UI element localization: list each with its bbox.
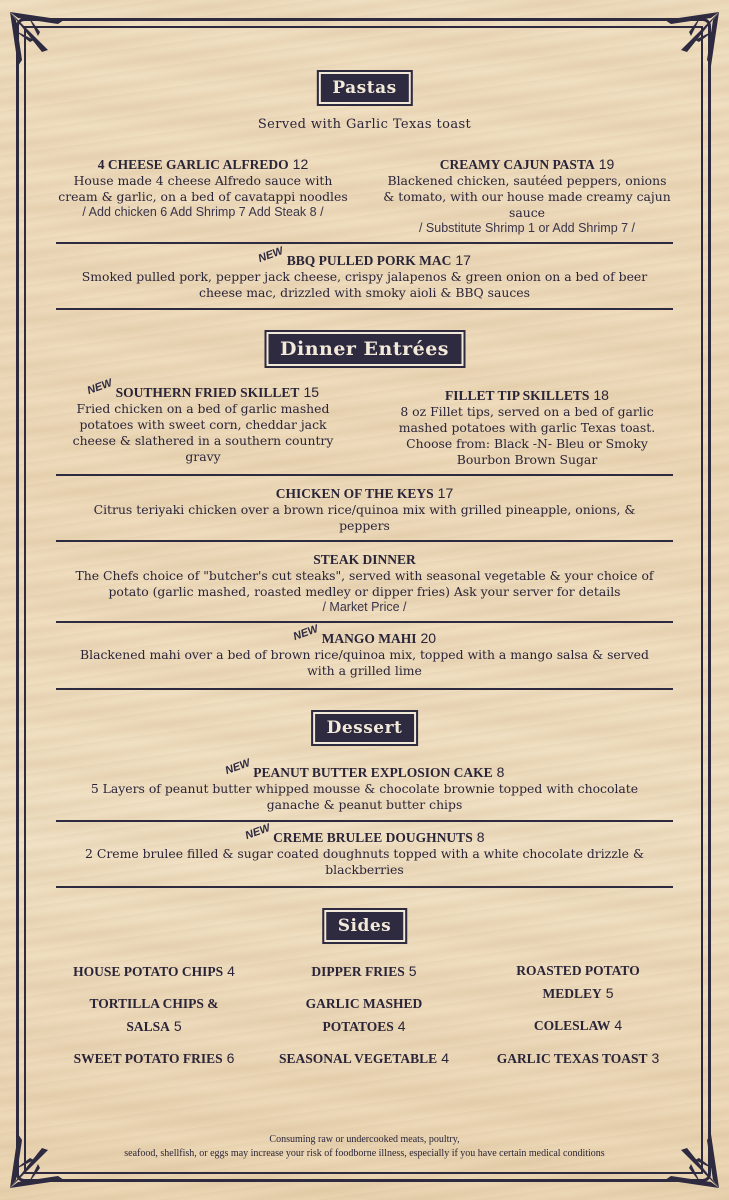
notice-line-2: seafood, shellfish, or eggs may increase your risk of foodborne illness, especially if you have certain medical conditions (124, 1148, 605, 1159)
item-description: Fried chicken on a bed of garlic mashed potatoes with sweet corn, cheddar jack cheese & slathered in a southern country gravy (72, 401, 334, 464)
side-price: 4 (227, 963, 235, 979)
side-price: 4 (441, 1050, 449, 1066)
divider (56, 820, 673, 822)
side-name: SWEET POTATO FRIES (73, 1051, 223, 1066)
divider (56, 621, 673, 623)
side-price: 5 (605, 985, 614, 1001)
new-badge: NEW (291, 622, 320, 644)
side-item (54, 1047, 254, 1070)
side-item (264, 1047, 464, 1070)
item-description: Blackened chicken, sautéed peppers, onions & tomato, with our house made creamy cajun sauce (383, 173, 671, 220)
item-description: Citrus teriyaki chicken over a brown rice/quinoa mix with grilled pineapple, onions, & peppers (93, 502, 636, 533)
item-price: 17 (437, 485, 454, 501)
menu-item-cajun-pasta (382, 154, 672, 235)
corner-ornament-icon (663, 10, 721, 68)
item-price: 19 (598, 156, 615, 172)
side-name: DIPPER FRIES (311, 964, 405, 979)
entrees-heading: Dinner Entrées (266, 332, 463, 366)
item-description: 5 Layers of peanut butter whipped mousse & chocolate brownie topped with chocolate ganache & peanut butter chips (90, 781, 639, 812)
item-description: House made 4 cheese Alfredo sauce with cream & garlic, on a bed of cavatappi noodles (58, 173, 348, 204)
item-price: 15 (303, 384, 320, 400)
item-name: FILLET TIP SKILLETS (445, 388, 590, 403)
side-price: 6 (226, 1050, 235, 1066)
divider (56, 688, 673, 690)
side-item (54, 993, 254, 1038)
item-name: MANGO MAHI (321, 631, 417, 646)
side-price: 4 (614, 1017, 623, 1033)
side-name-line2: POTATOES (322, 1019, 394, 1034)
menu-item-chicken-keys (56, 483, 673, 534)
side-name: COLESLAW (533, 1018, 611, 1033)
side-price: 5 (173, 1018, 182, 1034)
item-name: 4 CHEESE GARLIC ALFREDO (97, 157, 289, 172)
item-addons: / Substitute Shrimp 1 or Add Shrimp 7 / (418, 221, 636, 235)
side-item (54, 960, 254, 983)
menu-item-pb-cake (56, 756, 673, 813)
item-addons: / Market Price / (322, 600, 407, 614)
side-name-line2: SALSA (126, 1019, 170, 1034)
item-price: 20 (420, 630, 437, 646)
item-name: STEAK DINNER (313, 552, 416, 567)
item-name: PEANUT BUTTER EXPLOSION CAKE (253, 765, 493, 780)
side-item (264, 993, 464, 1038)
menu-item-bbq-mac (56, 244, 673, 301)
new-badge: NEW (223, 756, 252, 778)
item-description: Blackened mahi over a bed of brown rice/quinoa mix, topped with a mango salsa & served with a grilled lime (80, 647, 649, 678)
notice-line-1: Consuming raw or undercooked meats, poultry, (269, 1134, 460, 1145)
divider (56, 540, 673, 542)
item-price: 8 (496, 764, 505, 780)
new-badge: NEW (256, 244, 285, 266)
side-price: 5 (408, 963, 417, 979)
side-name: GARLIC TEXAS TOAST (496, 1051, 648, 1066)
side-name: GARLIC MASHED (305, 996, 423, 1011)
menu-item-mango-mahi (56, 622, 673, 679)
pastas-subheading: Served with Garlic Texas toast (257, 117, 472, 132)
divider (56, 474, 673, 476)
divider (56, 886, 673, 888)
menu-item-creme-brulee (56, 821, 673, 878)
item-description: 8 oz Fillet tips, served on a bed of garlic mashed potatoes with garlic Texas toast. Choose from: Black -N- Bleu or Smoky Bourbon Brown Sugar (398, 404, 656, 467)
item-price: 12 (292, 156, 309, 172)
item-price: 17 (455, 252, 471, 268)
side-name: ROASTED POTATO (516, 963, 640, 978)
side-item (478, 1014, 678, 1037)
item-addons: / Add chicken 6 Add Shrimp 7 Add Steak 8 / (82, 205, 324, 219)
item-description: 2 Creme brulee filled & sugar coated doughnuts topped with a white chocolate drizzle & blackberries (85, 846, 644, 877)
food-safety-notice (0, 1133, 729, 1161)
pastas-heading: Pastas (318, 72, 410, 104)
item-price: 18 (593, 387, 609, 403)
side-item (478, 960, 678, 1005)
side-price: 4 (397, 1018, 406, 1034)
item-name: SOUTHERN FRIED SKILLET (115, 385, 300, 400)
side-name: HOUSE POTATO CHIPS (73, 964, 224, 979)
item-description: The Chefs choice of "butcher's cut steaks", served with seasonal vegetable & your choice of potato (garlic mashed, roasted medley or dipper fries) Ask your server for details (75, 568, 654, 599)
sides-heading: Sides (324, 910, 406, 942)
divider (56, 242, 673, 244)
side-item (264, 960, 464, 983)
menu-item-steak-dinner (56, 549, 673, 614)
item-name: CREME BRULEE DOUGHNUTS (273, 830, 473, 845)
side-item (478, 1047, 678, 1070)
item-name: CREAMY CAJUN PASTA (439, 157, 595, 172)
side-name: SEASONAL VEGETABLE (279, 1051, 438, 1066)
item-name: CHICKEN OF THE KEYS (275, 486, 434, 501)
menu-item-fillet-tip (382, 385, 672, 468)
menu-item-alfredo (58, 154, 348, 219)
corner-ornament-icon (8, 10, 66, 68)
menu-item-fried-skillet (58, 376, 348, 465)
dessert-heading: Dessert (313, 712, 417, 744)
divider (56, 308, 673, 310)
item-price: 8 (476, 829, 485, 845)
item-description: Smoked pulled pork, pepper jack cheese, crispy jalapenos & green onion on a bed of beer cheese mac, drizzled with smoky aioli & BBQ sauces (81, 269, 648, 300)
side-name: TORTILLA CHIPS & (89, 996, 219, 1011)
new-badge: NEW (243, 821, 272, 843)
new-badge: NEW (85, 376, 114, 398)
item-name: BBQ PULLED PORK MAC (286, 253, 452, 268)
side-name-line2: MEDLEY (542, 986, 602, 1001)
side-price: 3 (651, 1050, 660, 1066)
